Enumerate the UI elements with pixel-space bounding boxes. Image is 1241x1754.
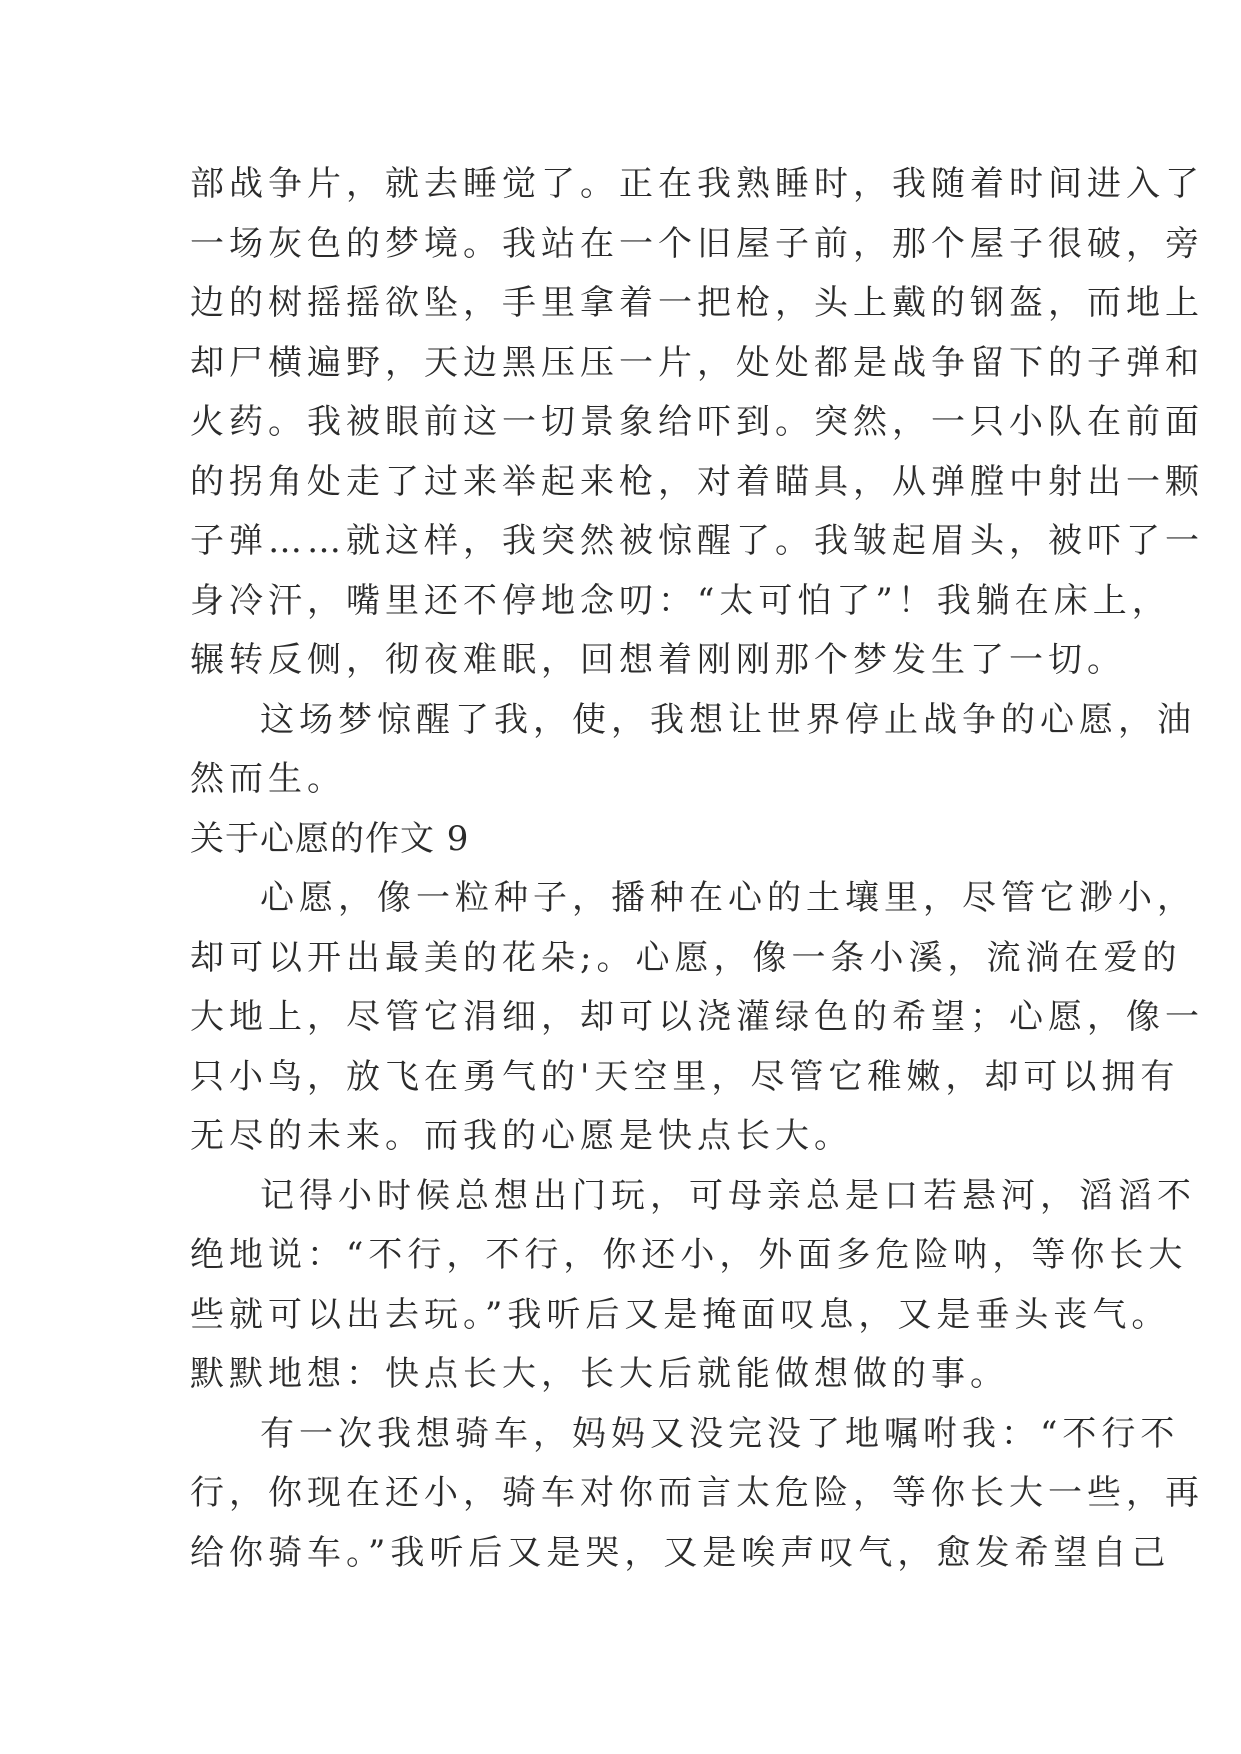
essay9-paragraph-3	[190, 1405, 1204, 1584]
text-line: 记得小时候总想出门玩，可母亲总是口若悬河，滔滔不	[260, 1175, 1196, 1216]
text-line: 心愿，像一粒种子，播种在心的土壤里，尽管它渺小，	[260, 878, 1196, 918]
text-line: 却可以开出最美的花朵;。心愿，像一条小溪，流淌在爱的	[190, 937, 1182, 978]
text-line: 有一次我想骑车，妈妈又没完没了地嘱咐我：“不行不	[260, 1413, 1180, 1454]
text-line: 绝地说：“不行，不行，你还小，外面多危险呐，等你长大	[190, 1235, 1188, 1275]
text-line: 子弹……就这样，我突然被惊醒了。我皱起眉头，被吓了一	[190, 521, 1204, 561]
text-line: 大地上，尽管它涓细，却可以浇灌绿色的希望；心愿，像一	[190, 997, 1204, 1037]
text-line: 这场梦惊醒了我，使，我想让世界停止战争的心愿，油	[260, 699, 1196, 740]
text-line: 辗转反侧，彻夜难眠，回想着刚刚那个梦发生了一切。	[190, 640, 1126, 680]
text-line: 给你骑车。”我听后又是哭，又是唉声叹气，愈发希望自己	[190, 1532, 1171, 1573]
text-line: 只小鸟，放飞在勇气的'天空里，尽管它稚嫩，却可以拥有	[190, 1056, 1180, 1097]
text-line: 却尸横遍野，天边黑压压一片，处处都是战争留下的子弹和	[190, 342, 1204, 383]
text-line: 边的树摇摇欲坠，手里拿着一把枪，头上戴的钢盔，而地上	[190, 283, 1204, 323]
text-line: 行，你现在还小，骑车对你而言太危险，等你长大一些，再	[190, 1473, 1204, 1513]
essay9-paragraph-2	[190, 1167, 1196, 1405]
text-line: 一场灰色的梦境。我站在一个旧屋子前，那个屋子很破，旁	[190, 223, 1204, 264]
text-line: 些就可以出去玩。”我听后又是掩面叹息，又是垂头丧气。	[190, 1294, 1171, 1335]
text-line: 部战争片，就去睡觉了。正在我熟睡时，我随着时间进入了	[190, 164, 1204, 204]
text-line: 火药。我被眼前这一切景象给吓到。突然，一只小队在前面	[190, 402, 1204, 442]
text-line: 身冷汗，嘴里还不停地念叨：“太可怕了”！我躺在床上，	[190, 580, 1171, 621]
text-line: 的拐角处走了过来举起来枪，对着瞄具，从弹膛中射出一颗	[190, 461, 1204, 502]
text-line: 然而生。	[190, 759, 346, 799]
essay-heading: 关于心愿的作文 9	[190, 818, 470, 859]
previous-essay-paragraph	[190, 155, 1204, 691]
text-line: 默默地想：快点长大，长大后就能做想做的事。	[190, 1354, 1009, 1394]
text-line: 无尽的未来。而我的心愿是快点长大。	[190, 1116, 853, 1156]
previous-essay-closing-paragraph	[190, 691, 1196, 810]
essay9-paragraph-1	[190, 869, 1204, 1167]
essay-text	[190, 155, 1204, 1583]
